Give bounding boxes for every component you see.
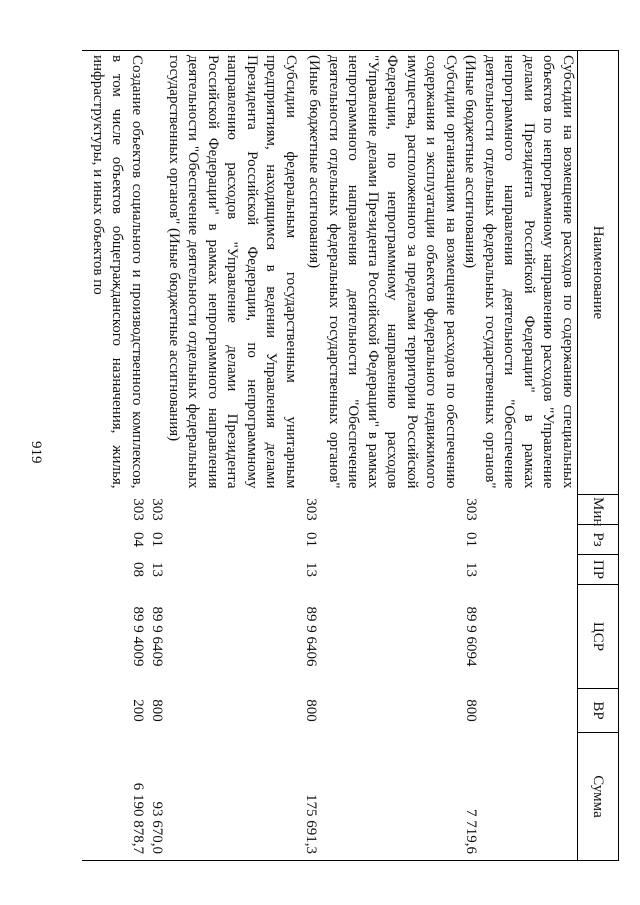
row-rz: 01 bbox=[463, 532, 479, 547]
table-row bbox=[146, 51, 300, 861]
row-name: Создание объектов социального и производственного комплексов, в том числе объектов общегражданского назначения, жилья, инфраструктуры, и иных объектов по bbox=[82, 51, 146, 495]
header-min: Мин bbox=[578, 495, 619, 525]
row-sum: 93 670,0 bbox=[146, 733, 300, 861]
header-vr: ВР bbox=[578, 689, 619, 733]
row-pr: 13 bbox=[303, 562, 319, 577]
header-rz: Рз bbox=[578, 525, 619, 555]
row-name: Субсидии организациям на возмещение расходов по обеспечению содержания и эксплуатации объектов федерального недвижимого имущества, расположенного за пределами территории Российской Федерации, по непрограммному направлению расходов "Управление делами Президента Российской Федерации" в рамках непрограммного направления деятельности "Обеспечение деятельности отдельных федеральных государственных органов" (Иные бюджетные ассигнования) bbox=[300, 51, 460, 495]
row-pr: 13 bbox=[149, 562, 165, 577]
table-row bbox=[82, 51, 146, 861]
row-sum: 175 691,3 bbox=[300, 733, 460, 861]
row-csr: 89 9 6409 bbox=[149, 606, 165, 667]
row-sum: 6 190 878,7 bbox=[82, 733, 146, 861]
row-rz: 01 bbox=[303, 532, 319, 547]
row-min: 303 bbox=[149, 498, 165, 521]
table-row bbox=[460, 51, 578, 861]
table-header-row bbox=[578, 51, 619, 861]
page-number: 919 bbox=[28, 441, 44, 464]
table-row bbox=[300, 51, 460, 861]
row-min: 303 bbox=[463, 498, 479, 521]
row-sum: 7 719,6 bbox=[460, 733, 578, 861]
header-name: Наименование bbox=[578, 51, 619, 495]
header-pr: ПР bbox=[578, 555, 619, 585]
row-vr: 800 bbox=[303, 699, 319, 722]
row-csr: 89 9 4009 bbox=[130, 606, 146, 667]
row-csr: 89 9 6406 bbox=[303, 606, 319, 667]
row-vr: 200 bbox=[130, 699, 146, 722]
row-vr: 800 bbox=[463, 699, 479, 722]
row-name: Субсидии на возмещение расходов по содержанию специальных объектов по непрограммному направлению расходов "Управление делами Президента Российской Федерации" в рамках непрограммного направления деятельности "Обеспечение деятельности отдельных федеральных государственных органов" (Иные бюджетные ассигнования) bbox=[460, 51, 578, 495]
row-pr: 13 bbox=[463, 562, 479, 577]
row-pr: 08 bbox=[130, 562, 146, 577]
row-vr: 800 bbox=[149, 699, 165, 722]
row-csr: 89 9 6094 bbox=[463, 606, 479, 667]
row-rz: 04 bbox=[130, 532, 146, 547]
row-name: Субсидии федеральным государственным унитарным предприятиям, находящимся в ведении Управления делами Президента Российской Федерации, по непрограммному направлению расходов "Управление делами Президента Российской Федерации" в рамках непрограммного направления деятельности "Обеспечение деятельности отдельных федеральных государственных органов" (Иные бюджетные ассигнования) bbox=[146, 51, 300, 495]
header-sum: Сумма bbox=[578, 733, 619, 861]
row-rz: 01 bbox=[149, 532, 165, 547]
header-csr: ЦСР bbox=[578, 585, 619, 689]
budget-table bbox=[82, 50, 619, 861]
rotated-page bbox=[90, 50, 619, 860]
row-min: 303 bbox=[303, 498, 319, 521]
row-min: 303 bbox=[130, 498, 146, 521]
